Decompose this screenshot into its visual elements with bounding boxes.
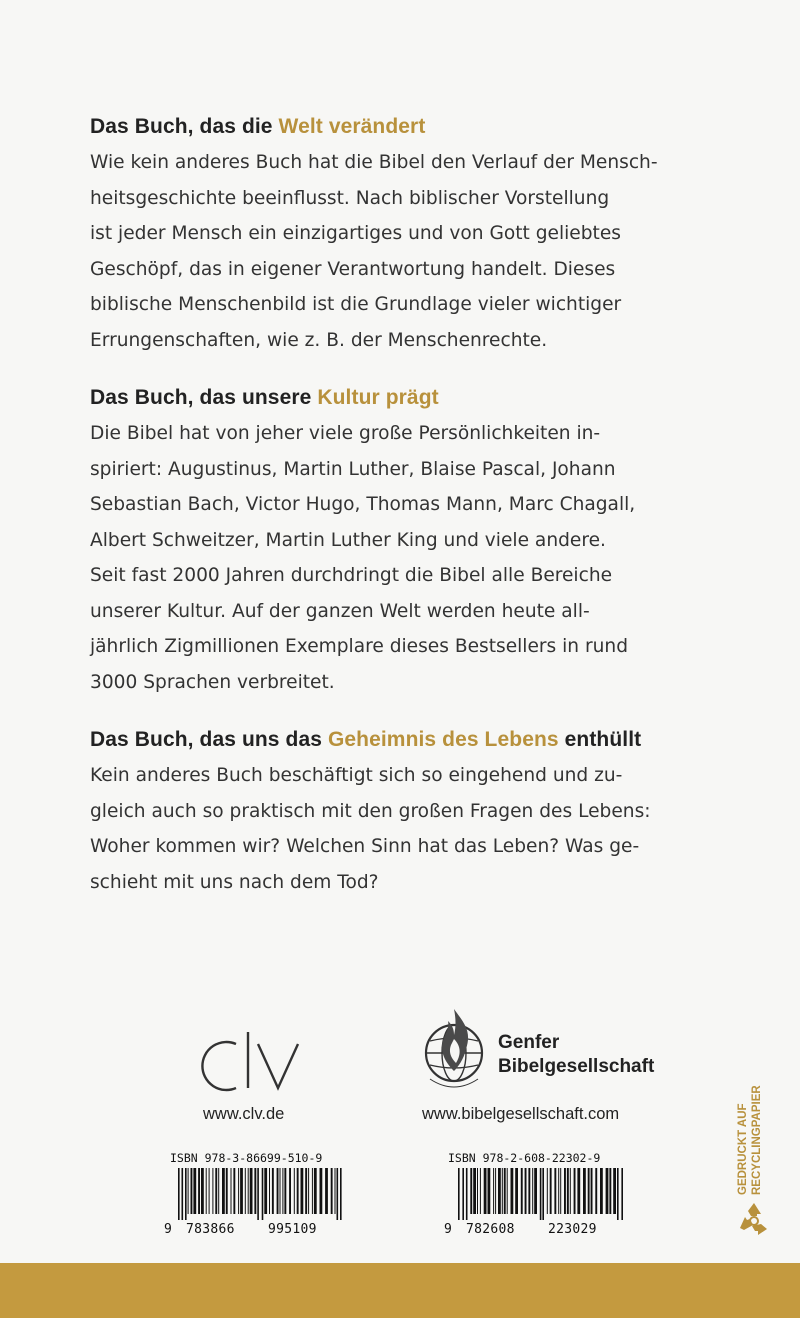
section-heading bbox=[90, 115, 710, 139]
barcode-stripe bbox=[554, 1168, 556, 1214]
barcode-stripe bbox=[262, 1168, 264, 1220]
barcode-stripe bbox=[340, 1168, 342, 1220]
barcode-stripe bbox=[540, 1168, 542, 1220]
barcode-stripe bbox=[606, 1168, 609, 1214]
barcode-stripe bbox=[289, 1168, 291, 1214]
barcode-stripe bbox=[250, 1168, 253, 1214]
body-line: unserer Kultur. Auf der ganzen Welt werden heute all- bbox=[90, 600, 590, 622]
barcode-stripe bbox=[470, 1168, 472, 1214]
body-line: Seit fast 2000 Jahren durchdringt die Bibel alle Bereiche bbox=[90, 565, 613, 586]
barcode-stripe bbox=[222, 1168, 225, 1214]
barcode-stripe bbox=[185, 1168, 187, 1220]
heading-text-tail: enthüllt bbox=[558, 728, 642, 751]
recycling-line1: GEDRUCKT AUF bbox=[737, 1103, 749, 1195]
barcode-stripe bbox=[198, 1168, 200, 1214]
barcode-stripe bbox=[617, 1168, 619, 1220]
section-heading bbox=[90, 728, 710, 752]
barcode-stripe bbox=[574, 1168, 576, 1214]
recycling-line2: RECYCLINGPAPIER bbox=[751, 1085, 763, 1195]
clv-logo-icon bbox=[200, 1030, 310, 1100]
bottom-color-band bbox=[0, 1263, 800, 1318]
barcode-stripe bbox=[305, 1168, 307, 1214]
barcode-stripe bbox=[484, 1168, 487, 1214]
body-line: heitsgeschichte beeinflusst. Nach biblischer Vorstellung bbox=[90, 187, 610, 209]
body-line: Errungenschaften, wie z. B. der Menschenrechte. bbox=[90, 329, 548, 351]
barcode-stripe bbox=[493, 1168, 494, 1214]
barcode-stripe bbox=[272, 1168, 274, 1214]
barcode-stripe bbox=[532, 1168, 533, 1214]
barcode-stripe bbox=[495, 1168, 496, 1214]
barcode-stripe bbox=[245, 1168, 246, 1214]
body-line: Woher kommen wir? Welchen Sinn hat das Leben? Was ge- bbox=[90, 836, 640, 857]
body-line: Kein anderes Buch beschäftigt sich so eingehend und zu- bbox=[90, 765, 623, 786]
barcode-stripe bbox=[502, 1168, 503, 1214]
barcode-stripe bbox=[335, 1168, 336, 1214]
barcode-stripe bbox=[209, 1168, 210, 1214]
barcode-stripe bbox=[609, 1168, 611, 1214]
barcode-stripe bbox=[188, 1168, 189, 1214]
barcode-stripe bbox=[238, 1168, 239, 1214]
barcode-digits-right: 223029 bbox=[548, 1222, 597, 1237]
barcode-stripe bbox=[498, 1168, 501, 1214]
barcode-stripe bbox=[277, 1168, 279, 1214]
barcode-stripe bbox=[254, 1168, 256, 1214]
heading-highlight: Kultur prägt bbox=[317, 386, 439, 409]
barcode-digits-right: 995109 bbox=[268, 1222, 317, 1237]
barcode-stripe bbox=[282, 1168, 283, 1214]
body-line: spiriert: Augustinus, Martin Luther, Blaise Pascal, Johann bbox=[90, 458, 616, 480]
barcode-digits-left: 782608 bbox=[466, 1222, 515, 1237]
body-line: schieht mit uns nach dem Tod? bbox=[90, 871, 379, 893]
barcode-stripe bbox=[233, 1168, 235, 1214]
body-line: gleich auch so praktisch mit den großen Fragen des Lebens: bbox=[90, 800, 651, 822]
barcode-stripe bbox=[534, 1168, 537, 1214]
recycling-note bbox=[732, 1075, 772, 1195]
barcode-stripe bbox=[528, 1168, 530, 1214]
barcode-stripe bbox=[312, 1168, 313, 1214]
gbg-name-line2: Bibelgesellschaft bbox=[498, 1056, 655, 1077]
barcode-stripe bbox=[193, 1168, 196, 1214]
barcode-stripe bbox=[507, 1168, 508, 1214]
body-line: ist jeder Mensch ein einzigartiges und von Gott geliebtes bbox=[90, 223, 621, 244]
barcode-stripe bbox=[600, 1168, 603, 1214]
barcode-stripe bbox=[564, 1168, 566, 1214]
gbg-website: www.bibelgesellschaft.com bbox=[422, 1105, 620, 1123]
barcode-stripe bbox=[466, 1168, 468, 1220]
barcode-stripe bbox=[331, 1168, 333, 1214]
barcode-stripe bbox=[182, 1168, 184, 1220]
section-life bbox=[90, 728, 710, 900]
body-line: Albert Schweitzer, Martin Luther King und viele andere. bbox=[90, 529, 606, 551]
barcode-stripe bbox=[558, 1168, 559, 1214]
barcode-stripe bbox=[567, 1168, 569, 1214]
barcode-stripe bbox=[257, 1168, 259, 1220]
barcode-stripe bbox=[577, 1168, 580, 1214]
barcode-stripe bbox=[314, 1168, 317, 1214]
barcode-stripe bbox=[570, 1168, 571, 1214]
barcode-stripe bbox=[226, 1168, 228, 1214]
barcode-stripe bbox=[212, 1168, 213, 1214]
barcode-stripe bbox=[320, 1168, 323, 1214]
body-line: Die Bibel hat von jeher viele große Persönlichkeiten in- bbox=[90, 423, 601, 444]
barcode-stripe bbox=[301, 1168, 304, 1214]
barcode-stripe bbox=[591, 1168, 593, 1214]
body-line: 3000 Sprachen verbreitet. bbox=[90, 671, 335, 693]
barcode-stripe bbox=[294, 1168, 295, 1214]
barcode-icon bbox=[176, 1168, 346, 1220]
barcode-stripe bbox=[201, 1168, 204, 1214]
body-line: biblische Menschenbild ist die Grundlage vieler wichtiger bbox=[90, 294, 622, 315]
barcode-stripe bbox=[284, 1168, 286, 1214]
flame-globe-icon bbox=[418, 1005, 490, 1095]
clv-website: www.clv.de bbox=[203, 1105, 285, 1123]
barcode-stripe bbox=[583, 1168, 586, 1214]
gbg-name bbox=[498, 1031, 654, 1079]
isbn-label: ISBN 978-3-86699-510-9 bbox=[170, 1151, 323, 1165]
barcode-icon bbox=[456, 1168, 626, 1220]
barcode-digit-first: 9 bbox=[164, 1222, 173, 1237]
body-line: jährlich Zigmillionen Exemplare dieses Bestsellers in rund bbox=[90, 636, 629, 657]
barcode-stripe bbox=[264, 1168, 267, 1214]
heading-highlight: Geheimnis des Lebens bbox=[327, 728, 559, 751]
recycle-icon bbox=[734, 1199, 774, 1239]
barcode-stripe bbox=[521, 1168, 523, 1214]
barcode-stripe bbox=[511, 1168, 514, 1214]
barcode-stripe bbox=[248, 1168, 249, 1214]
barcode-stripe bbox=[240, 1168, 243, 1214]
barcode-stripe bbox=[525, 1168, 527, 1214]
body-line: Geschöpf, das in eigener Verantwortung handelt. Dieses bbox=[90, 258, 616, 280]
barcode-stripe bbox=[280, 1168, 281, 1214]
barcode-stripe bbox=[458, 1168, 460, 1220]
barcode-stripe bbox=[504, 1168, 506, 1214]
heading-text: Das Buch, das unsere bbox=[90, 386, 318, 409]
barcode-stripe bbox=[473, 1168, 476, 1214]
barcode-digit-first: 9 bbox=[444, 1222, 453, 1237]
gbg-name-line1: Genfer bbox=[498, 1032, 560, 1053]
heading-text: Das Buch, das die bbox=[90, 115, 279, 138]
barcode-stripe bbox=[206, 1168, 207, 1214]
barcode-stripe bbox=[480, 1168, 481, 1214]
barcode-stripe bbox=[547, 1168, 548, 1214]
barcode-stripe bbox=[218, 1168, 219, 1214]
section-heading bbox=[90, 386, 710, 410]
barcode-stripe bbox=[515, 1168, 518, 1214]
barcode-stripe bbox=[297, 1168, 299, 1214]
barcode-stripe bbox=[477, 1168, 478, 1214]
barcode-stripe bbox=[613, 1168, 616, 1214]
barcode-stripe bbox=[191, 1168, 193, 1214]
barcode-stripe bbox=[550, 1168, 552, 1214]
body-line: Wie kein anderes Buch hat die Bibel den Verlauf der Mensch- bbox=[90, 152, 658, 173]
barcode-stripe bbox=[488, 1168, 491, 1214]
barcode-stripe bbox=[462, 1168, 464, 1220]
barcode-stripe bbox=[595, 1168, 597, 1214]
isbn-label: ISBN 978-2-608-22302-9 bbox=[448, 1151, 601, 1165]
barcode-stripe bbox=[308, 1168, 309, 1214]
barcode-stripe bbox=[621, 1168, 623, 1220]
barcode-stripe bbox=[269, 1168, 270, 1214]
barcode-stripe bbox=[560, 1168, 561, 1214]
section-culture bbox=[90, 386, 710, 700]
barcode-stripe bbox=[588, 1168, 590, 1214]
barcode-stripe bbox=[337, 1168, 339, 1220]
barcode-digits-left: 783866 bbox=[186, 1222, 235, 1237]
heading-highlight: Welt verändert bbox=[278, 115, 426, 138]
barcode-stripe bbox=[178, 1168, 180, 1220]
barcode-stripe bbox=[215, 1168, 217, 1214]
barcode-stripe bbox=[542, 1168, 544, 1220]
body-line: Sebastian Bach, Victor Hugo, Thomas Mann, Marc Chagall, bbox=[90, 494, 636, 515]
barcode-stripe bbox=[231, 1168, 232, 1214]
barcode-stripe bbox=[325, 1168, 328, 1214]
heading-text: Das Buch, das uns das bbox=[90, 728, 328, 751]
section-world bbox=[90, 115, 710, 358]
